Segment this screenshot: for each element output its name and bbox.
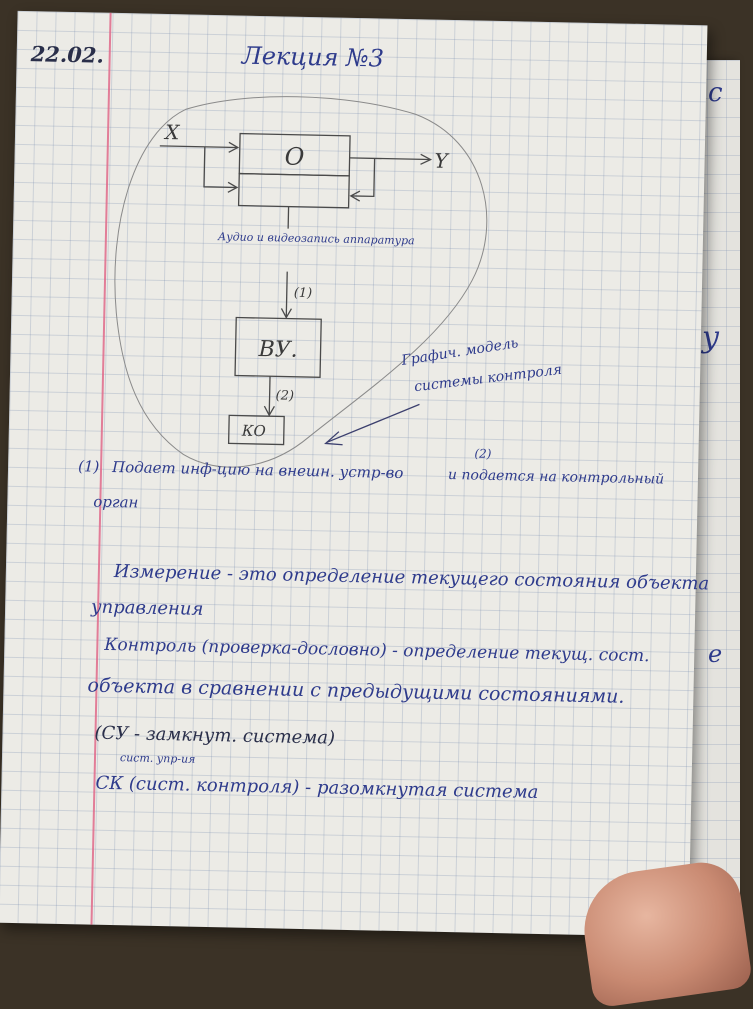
caption-arrow: [327, 402, 420, 444]
definition-measurement: Измерение - это определение текущего состояния объекта: [114, 561, 710, 594]
closed-system-note: (СУ - замкнут. система): [94, 723, 335, 749]
arrow-1: [286, 272, 287, 317]
note-1-marker: (1): [78, 457, 100, 475]
right-page-glyph: е: [708, 640, 722, 668]
left-feedback-line: [204, 147, 237, 188]
open-system-note: СК (сист. контроля) - разомкнутая система: [95, 773, 538, 803]
device-label: Аудио и видеозапись аппаратура: [217, 230, 415, 247]
output-label: Y: [434, 149, 449, 173]
object-label: O: [284, 143, 305, 171]
output-arrow: [350, 158, 430, 160]
right-page-glyph: у: [702, 320, 719, 355]
arrow-2-label: (2): [275, 388, 294, 403]
ko-label: КО: [241, 422, 266, 441]
closed-system-sub: сист. упр-ия: [120, 751, 196, 766]
vu-label: ВУ.: [257, 337, 298, 363]
note-1-text-2: и подается на контрольный: [448, 467, 664, 488]
lecture-title: Лекция №3: [241, 42, 384, 73]
diagram-caption-line2: системы контроля: [413, 362, 562, 395]
definition-measurement-cont: управления: [91, 597, 204, 620]
arrow-1-label: (1): [294, 286, 313, 301]
arrow-2: [269, 376, 270, 414]
definition-control-cont: объекта в сравнении с предыдущими состояниями.: [87, 674, 624, 707]
definition-control: Контроль (проверка-дословно) - определение текущ. сост.: [104, 635, 650, 666]
right-feedback-line: [352, 158, 375, 196]
input-label: X: [163, 120, 180, 144]
diagram-caption-line1: Графич. модель: [399, 335, 519, 369]
input-arrow: [160, 146, 237, 148]
lecture-date: 22.02.: [30, 41, 104, 68]
note-1-marker-2: (2): [474, 447, 491, 461]
object-box-lower: [239, 174, 350, 208]
note-2-text: орган: [93, 493, 138, 512]
right-page-glyph: с: [708, 78, 723, 108]
note-1-text: Подает инф-цию на внешн. устр-во: [112, 458, 404, 482]
notebook-page: [0, 11, 707, 937]
control-system-diagram: [8, 11, 708, 505]
